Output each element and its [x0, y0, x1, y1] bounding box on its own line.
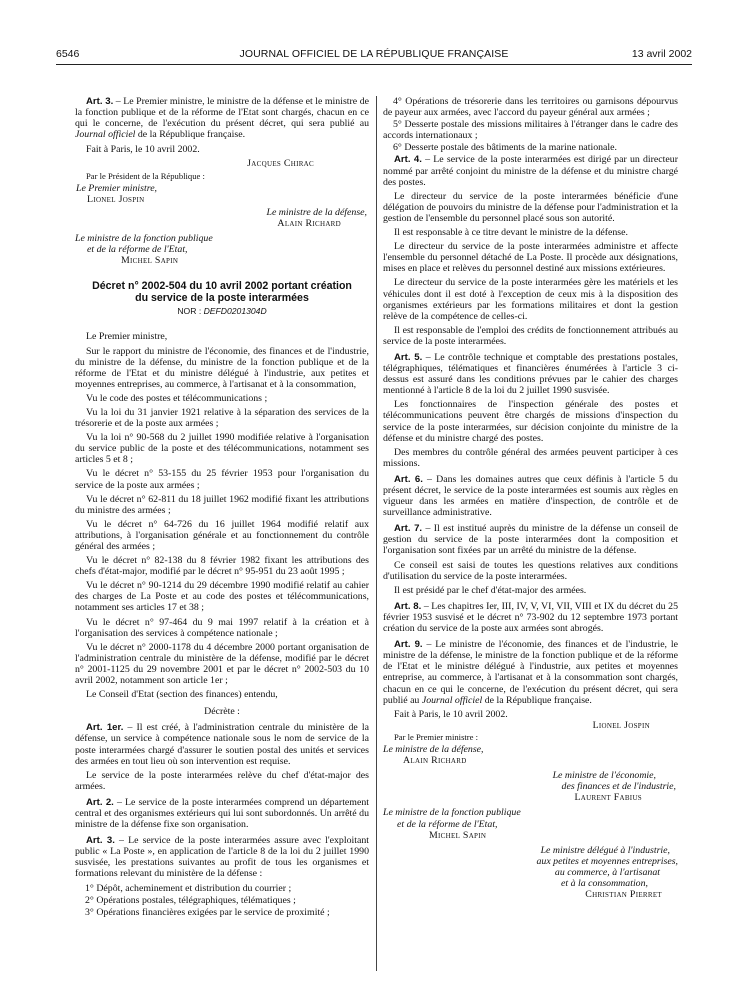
header-rule: [56, 64, 692, 65]
visa-paragraph: Vu le décret n° 53-155 du 25 février 1953 pour l'organisation du service de la poste aux armées ;: [75, 468, 369, 491]
ind-title-1: Le ministre délégué à l'industrie,: [540, 844, 670, 856]
ind-title-4: et à la consommation,: [561, 878, 648, 889]
article-paragraph: Ce conseil est saisi de toutes les questions relatives aux conditions d'utilisation du service de la poste interarmées.: [383, 559, 678, 582]
column-divider: [376, 96, 377, 971]
left-column: [75, 96, 369, 919]
list-item: 2° Opérations postales, télégraphiques, télématiques ;: [85, 894, 296, 906]
defense-title: Le ministre de la défense,: [266, 206, 367, 218]
decrete: Décrète :: [204, 706, 240, 718]
decree-title: Décret n° 2002-504 du 10 avril 2002 portant création du service de la poste interarmées: [92, 280, 352, 305]
services-list-right: [383, 96, 678, 153]
fp-name: Michel Sapin: [121, 255, 179, 267]
ind-name: Christian Pierret: [585, 889, 662, 901]
article-5-paragraphs: [383, 399, 678, 469]
list-item: 1° Dépôt, acheminement et distribution du courrier ;: [85, 882, 292, 894]
visa-paragraph: Vu le décret n° 90-1214 du 29 décembre 1990 modifié relatif au cahier des charges de La Poste et au code des postes et télécommunications, notamment ses articles 17 et 38 ;: [75, 580, 369, 614]
visa-paragraph: Vu le décret n° 62-811 du 18 juillet 1962 modifié fixant les attributions du ministre des armées ;: [75, 493, 369, 516]
article-1: Art. 1er. – Il est créé, à l'administration centrale du ministère de la défense, un service à compétence nationale sous le nom de service de la poste interarmées chargé d'assurer le soutien postal des unités et services des armées en tout lieu où son intervention est requise.: [75, 722, 369, 767]
visa-paragraph: Vu la loi n° 90-568 du 2 juillet 1990 modifiée relative à l'organisation du service public de la poste et des télécommunications, notamment ses articles 5 et 8 ;: [75, 432, 369, 466]
article-7-paragraphs: [383, 560, 678, 596]
signature-pm: Lionel Jospin: [592, 719, 650, 731]
article-3: Art. 3. – Le service de la poste interarmées assure avec l'exploitant public « La Poste », en application de l'article 8 de la loi du 2 juillet 1990 susvisée, les prestations suivantes au profit de tous les organismes et formations relevant du ministère de la défense :: [75, 835, 369, 880]
article-paragraph: Le directeur du service de la poste interarmées administre et affecte l'ensemble du personnel détaché de La Poste. Il procède aux désignations, mises en place et relèves du personnel destiné aux missions extérieures.: [383, 241, 678, 275]
article-4-paragraphs: [383, 191, 678, 347]
pm-name: Lionel Jospin: [87, 193, 145, 205]
visa-paragraph: Vu la loi du 31 janvier 1921 relative à la séparation des services de la trésorerie et de la poste aux armées ;: [75, 406, 369, 430]
list-item: 5° Desserte postale des missions militaires à l'étranger dans le cadre des accords internationaux ;: [383, 119, 678, 142]
nor-reference: NOR : DEFD0201304D: [177, 306, 267, 317]
page-header: [56, 48, 692, 64]
visa-paragraph: Sur le rapport du ministre de l'économie, des finances et de l'industrie, du ministre de la défense, du ministre de la fonction publique et de la réforme de l'Etat et du ministre délégué à l'industrie, aux petites et moyennes entreprises, au commerce, à l'artisanat et à la consommation,: [75, 345, 369, 390]
fp-title-1: Le ministre de la fonction publique: [75, 233, 213, 245]
article-6: Art. 6. – Dans les domaines autres que ceux définis à l'article 5 du présent décret, le service de la poste interarmées est soumis aux règles en vigueur dans les armées en matière d'inspection, de contrôle et de surveillance administrative.: [383, 473, 678, 519]
services-list-left: [75, 883, 369, 918]
list-item: 3° Opérations financières exigées par le service de proximité ;: [85, 906, 330, 918]
article-3-prev: Art. 3. – Le Premier ministre, le ministre de la défense et le ministre de la fonction publique et de la réforme de l'Etat sont chargés, chacun en ce qui le concerne, de l'exécution du présent décret, qui sera publié au Journal officiel de la République française.: [75, 96, 369, 141]
par-pm: Par le Premier ministre :: [394, 731, 479, 742]
visa-paragraph: Vu le décret n° 2000-1178 du 4 décembre 2000 portant organisation de l'administration centrale du ministère de la défense, modifié par le décret n° 2001-1125 du 29 novembre 2001 et par le décret n° 2002-503 du 10 avril 2002, notamment son article 1er ;: [75, 641, 369, 687]
visa-paragraph: Le Conseil d'Etat (section des finances) entendu,: [86, 689, 278, 701]
visas-list: [75, 346, 369, 701]
par-president: Par le Président de la République :: [86, 170, 205, 181]
defense-name: Alain Richard: [277, 217, 341, 229]
fp-name-2: Michel Sapin: [429, 829, 487, 841]
pm-title: Le Premier ministre,: [76, 182, 158, 194]
article-paragraph: Il est responsable de l'emploi des crédits de fonctionnement attribués au service de la poste interarmées.: [383, 324, 678, 347]
article-2: Art. 2. – Le service de la poste interarmées comprend un département central et des organismes extérieurs qui lui sont subordonnés. Un arrêté du ministre de la défense fixe son organisation.: [75, 796, 369, 831]
defense-title-2: Le ministre de la défense,: [383, 743, 484, 755]
fait-a-paris-2: Fait à Paris, le 10 avril 2002.: [394, 708, 508, 720]
visa-paragraph: Vu le code des postes et télécommunications ;: [86, 392, 268, 404]
visa-paragraph: Vu le décret n° 82-138 du 8 février 1982 fixant les attributions des chefs d'état-major, modifié par le décret n° 95-951 du 23 août 1995 ;: [75, 555, 369, 578]
right-column: [383, 96, 678, 900]
article-9: Art. 9. – Le ministre de l'économie, des finances et de l'industrie, le ministre de la défense, le ministre de la fonction publique et de la réforme de l'Etat et le ministre délégué à l'industrie, aux petites et moyennes entreprise, au commerce, à l'artisanat et à la consommation sont chargés, chacun en ce qui le concerne, de l'exécution du présent décret, qui sera publié au Journal officiel de la République française.: [383, 639, 678, 706]
fait-a-paris: Fait à Paris, le 10 avril 2002.: [86, 144, 200, 156]
eco-title-2: des finances et de l'industrie,: [561, 781, 676, 793]
article-paragraph: Le directeur du service de la poste interarmées gère les matériels et les véhicules dont il est doté à l'exception de ceux mis à la disposition des organismes extérieurs par les formations militaires et dont la gestion relève de la compétence de celles-ci.: [383, 277, 678, 322]
fp-title-1b: Le ministre de la fonction publique: [383, 807, 521, 819]
article-paragraph: Il est responsable à ce titre devant le ministre de la défense.: [394, 227, 628, 239]
fp-title-2: et de la réforme de l'Etat,: [87, 244, 188, 256]
list-item: 6° Desserte postale des bâtiments de la marine nationale.: [393, 142, 617, 154]
issue-date: 13 avril 2002: [631, 48, 692, 60]
ind-title-3: au commerce, à l'artisanat: [554, 866, 660, 878]
ind-title-2: aux petites et moyennes entreprises,: [536, 855, 678, 867]
article-paragraph: Le directeur du service de la poste interarmées bénéficie d'une délégation de pouvoirs du ministre de la défense pour l'administration et la gestion de l'ensemble du personnel placé sous son autorité.: [383, 190, 678, 224]
eco-title-1: Le ministre de l'économie,: [552, 770, 656, 782]
defense-name-2: Alain Richard: [403, 755, 467, 767]
list-item: 4° Opérations de trésorerie dans les territoires ou garnisons dépourvus de payeur aux armées, avec l'accord du payeur général aux armées ;: [383, 96, 678, 119]
pm-intro: Le Premier ministre,: [86, 331, 168, 343]
page-number: 6546: [56, 48, 80, 60]
article-5: Art. 5. – Le contrôle technique et comptable des prestations postales, télégraphiques, télématiques et financières énumérées à l'article 3 ci-dessus est assuré dans les conditions prévues par le cahier des charges mentionné à l'article 8 de la loi du 2 juillet 1990 susvisée.: [383, 351, 678, 397]
article-paragraph: Les fonctionnaires de l'inspection générale des postes et télécommunications peuvent être chargés de missions d'inspection du service de la poste interarmées, sur décision conjointe du ministre de la défense et du ministre chargé des postes.: [383, 399, 678, 444]
eco-name: Laurent Fabius: [574, 792, 642, 804]
article-paragraph: Il est présidé par le chef d'état-major des armées.: [394, 584, 587, 596]
article-4: Art. 4. – Le service de la poste interarmées est dirigé par un directeur nommé par arrêté conjoint du ministre de la défense et du ministre chargé des postes.: [383, 154, 678, 188]
signature-president: Jacques Chirac: [247, 158, 314, 170]
article-1-para-2: Le service de la poste interarmées relève du chef d'état-major des armées.: [75, 769, 369, 792]
article-8: Art. 8. – Les chapitres Ier, III, IV, V, VI, VII, VIII et IX du décret du 25 février 1953 susvisé et le décret n° 73-902 du 12 septembre 1973 portant création du service de la poste aux armées sont abrogés.: [383, 600, 678, 635]
journal-title: JOURNAL OFFICIEL DE LA RÉPUBLIQUE FRANÇAISE: [239, 48, 509, 60]
visa-paragraph: Vu le décret n° 64-726 du 16 juillet 1964 modifié relatif aux attributions, à l'organisation générale et au fonctionnement du contrôle général des armées ;: [75, 518, 369, 552]
article-paragraph: Des membres du contrôle général des armées peuvent participer à ces missions.: [383, 446, 678, 469]
fp-title-2b: et de la réforme de l'Etat,: [397, 818, 498, 830]
visa-paragraph: Vu le décret n° 97-464 du 9 mai 1997 relatif à la création et à l'organisation des services à compétence nationale ;: [75, 616, 369, 639]
article-7: Art. 7. – Il est institué auprès du ministre de la défense un conseil de gestion du service de la poste interarmées dont la composition et l'organisation sont fixées par un arrêté du ministre de la défense.: [383, 523, 678, 557]
